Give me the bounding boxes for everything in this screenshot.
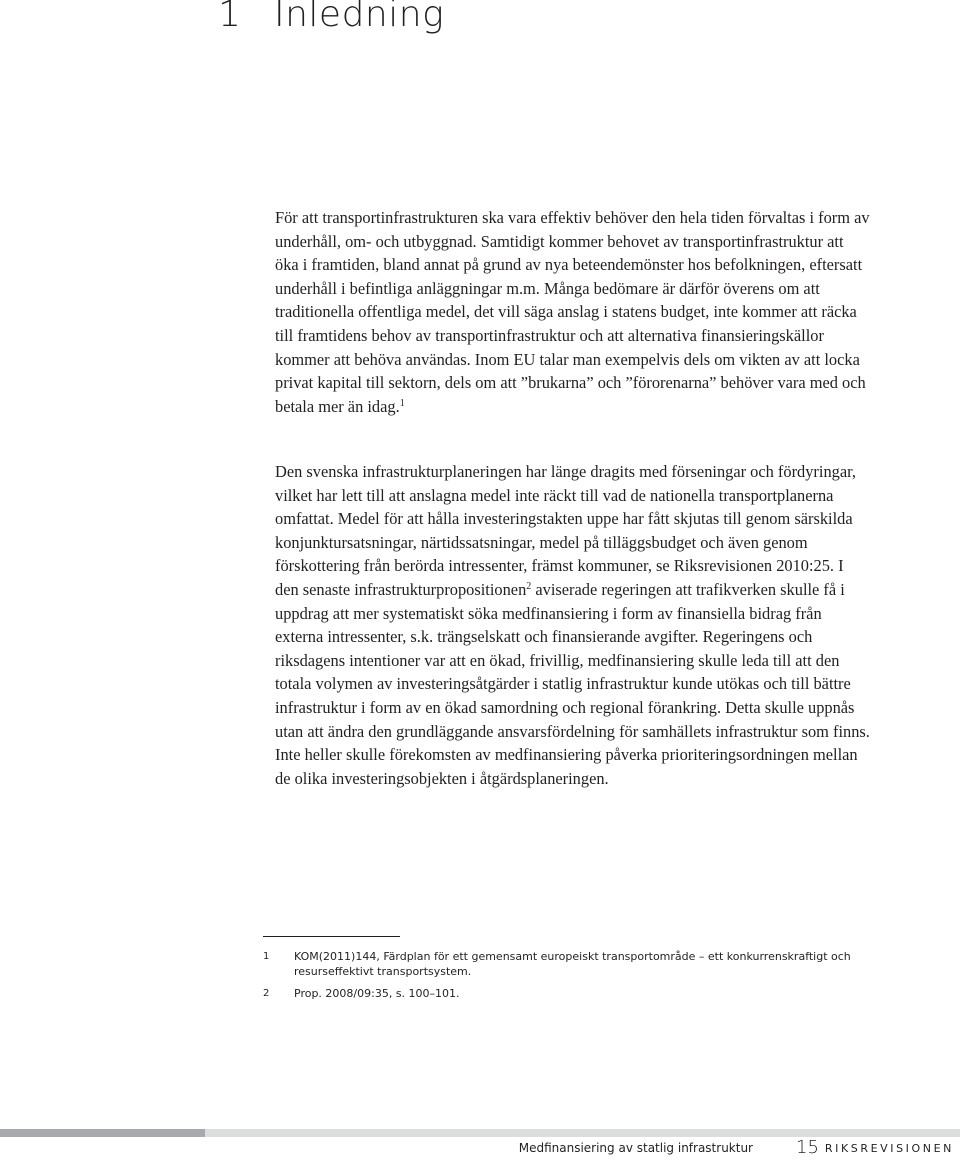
footer-title: Medfinansiering av statlig infrastruktur	[518, 1141, 753, 1155]
footer-bar-dark	[0, 1129, 205, 1137]
footnote-1	[263, 950, 863, 979]
paragraph-2-text-end: aviserade regeringen att trafikverken skulle få i uppdrag att mer systematiskt söka medfinansiering i form av finansiella bidrag från externa intressenter, s.k. trängselskatt och finansierande avgifter. Regeringens och riksdagens intentioner var att en ökad, frivillig, medfinansiering skulle leda till att den totala volymen av investeringsåtgärder i statlig infrastruktur kunde utökas och till bättre infrastruktur i form av en ökad samordning och regional förankring. Detta skulle uppnås utan att ändra den grundläggande ansvarsfördelning för samhällets infrastruktur som finns. Inte heller skulle förekomsten av medfinansiering påverka prioriteringsordningen mellan de olika investeringsobjekten i åtgärdsplaneringen.	[275, 579, 870, 788]
body-paragraph-1	[275, 206, 870, 430]
page-number: 15	[796, 1137, 819, 1158]
footnote-ref-2[interactable]: 2	[526, 580, 532, 592]
footnotes	[263, 950, 863, 1010]
publisher-name: RIKSREVISIONEN	[824, 1142, 954, 1155]
footer-bar-light	[205, 1129, 960, 1137]
chapter-heading	[218, 0, 444, 35]
footnote-number: 2	[263, 988, 270, 999]
chapter-number: 1	[218, 0, 242, 35]
footnote-number: 1	[263, 951, 270, 962]
paragraph-2-text-start: Den svenska infrastrukturplaneringen har länge dragits med förseningar och fördyringar, vilket har lett till att anslagna medel inte räckt till vad de nationella transportplanerna omfattat. Medel för att hålla investeringstakten uppe har fått skjutas till genom särskilda konjunktursatsningar, närtidssatsningar, medel på tilläggsbudget och även genom förskottering från berörda intressenter, främst kommuner, se Riksrevisionen 2010:25. I den senaste infrastrukturpropositionen	[275, 462, 857, 599]
chapter-title: Inledning	[274, 0, 445, 35]
paragraph-1-text: För att transportinfrastrukturen ska vara effektiv behöver den hela tiden förvaltas i form av underhåll, om- och utbyggnad. Samtidigt kommer behovet av transportinfrastruktur att öka i framtiden, bland annat på grund av nya beteendemönster hos befolkningen, eftersatt underhåll i befintliga anläggningar m.m. Många bedömare är därför överens om att traditionella offentliga medel, det vill säga anslag i statens budget, inte kommer att räcka till framtidens behov av transportinfrastruktur och att alternativa finansieringskällor kommer att behöva användas. Inom EU talar man exempelvis dels om vikten av att locka privat kapital till sektorn, dels om att ”brukarna” och ”förorenarna” behöver vara med och betala mer än idag.	[275, 208, 870, 416]
footnote-divider	[263, 936, 400, 937]
footnote-text: Prop. 2008/09:35, s. 100–101.	[294, 987, 460, 1000]
body-paragraph-2	[275, 460, 870, 802]
footnote-text: KOM(2011)144, Färdplan för ett gemensamt europeiskt transportområde – ett konkurrenskraftigt och resurseffektivt transportsystem.	[294, 950, 851, 978]
footnote-2	[263, 987, 863, 1002]
footnote-ref-1[interactable]: 1	[399, 397, 405, 409]
